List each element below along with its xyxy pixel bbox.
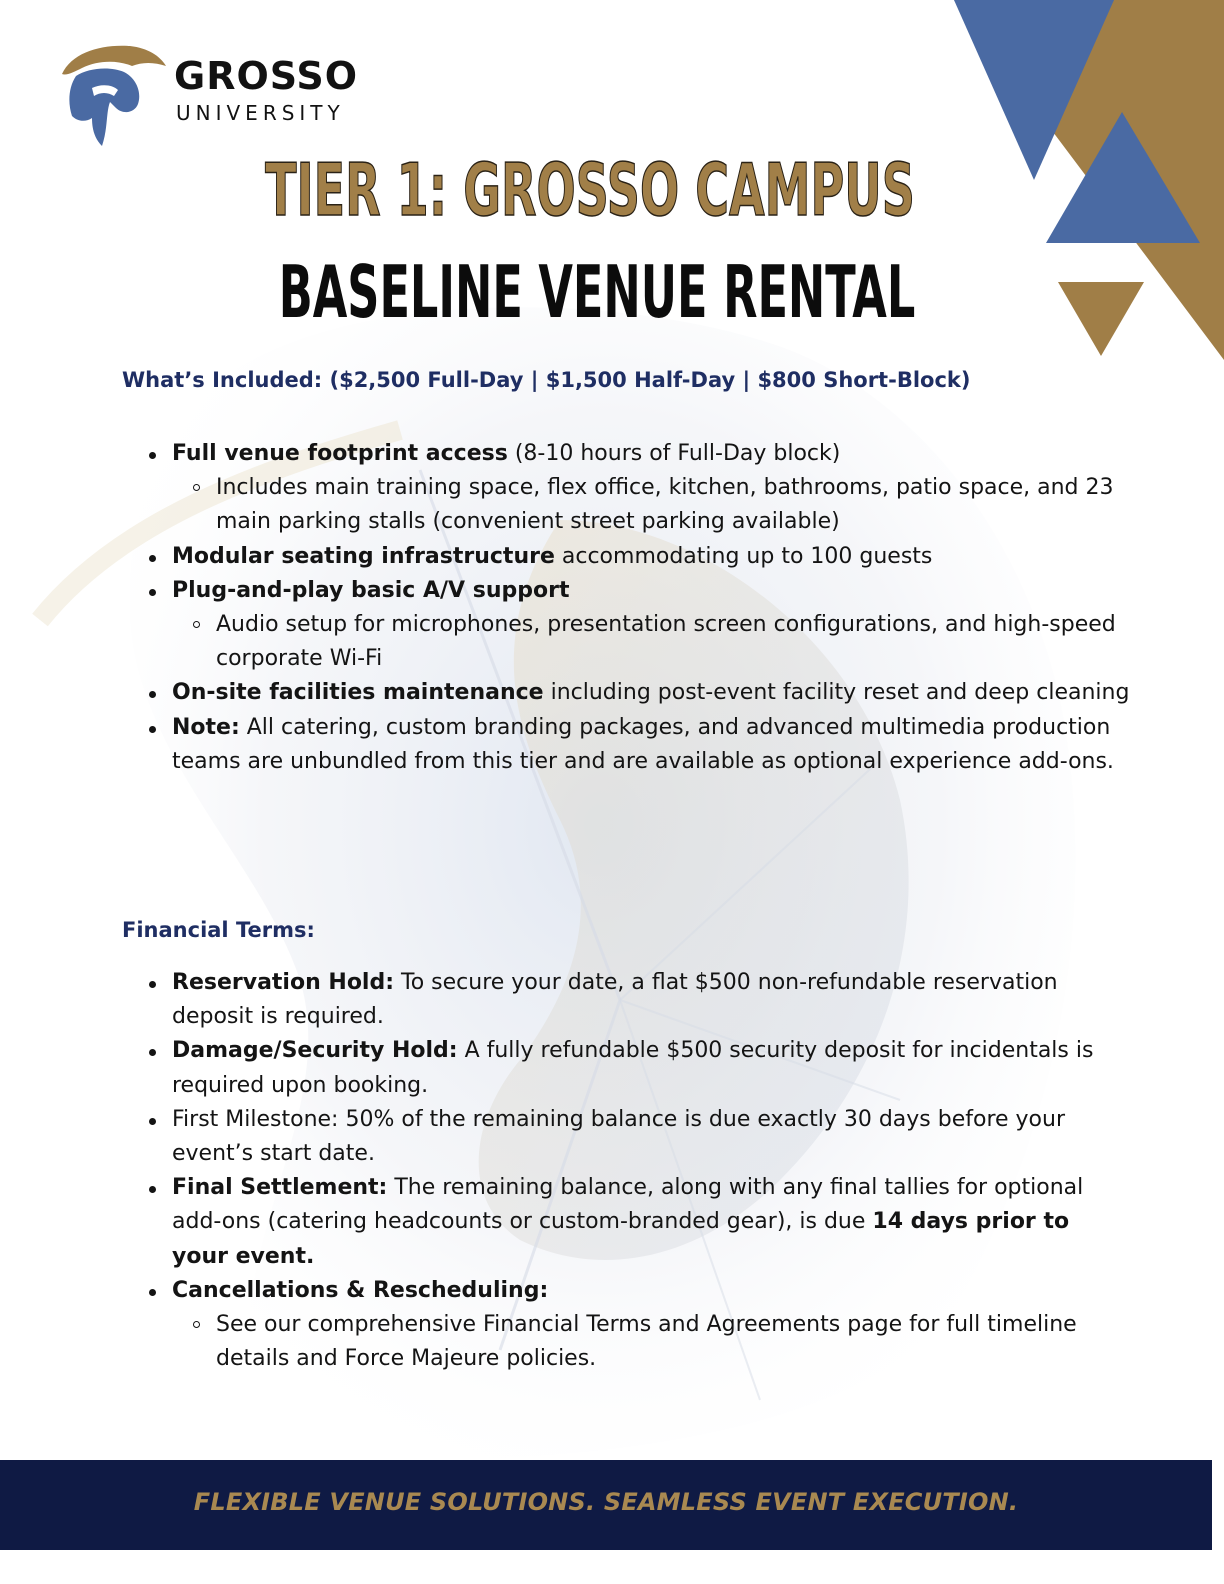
item-bold: Modular seating infrastructure: [172, 543, 555, 569]
university-logo: [58, 42, 398, 154]
page-title: TIER 1: GROSSO CAMPUS: [265, 148, 915, 232]
item-bold: On-site facilities maintenance: [172, 680, 544, 706]
corner-triangles-decoration: [924, 0, 1224, 380]
sub-list-item: Includes main training space, flex office, kitchen, bathrooms, patio space, and 23 main parking stalls (convenient street parking available): [216, 471, 1132, 539]
financial-list: [122, 966, 1132, 1376]
list-item: [172, 437, 1132, 540]
included-heading: What’s Included: ($2,500 Full-Day | $1,500 Half-Day | $800 Short-Block): [122, 368, 971, 392]
item-bold: Final Settlement:: [172, 1175, 388, 1201]
item-bold: Damage/Security Hold:: [172, 1038, 458, 1064]
item-bold: Reservation Hold:: [172, 970, 395, 995]
item-text: First Milestone: 50% of the remaining balance is due exactly 30 days before your event’s start date.: [172, 1106, 1066, 1167]
sub-list-item: Audio setup for microphones, presentation screen configurations, and high-speed corporate Wi-Fi: [216, 608, 1132, 676]
sub-list: [172, 608, 1132, 676]
financial-heading: Financial Terms:: [122, 918, 315, 942]
item-bold: Full venue footprint access: [172, 441, 508, 466]
item-text: The remaining balance, along with any final tallies for optional add-ons (catering headcounts or custom-branded gear), is due: [172, 1175, 1084, 1235]
footer-banner: [0, 1460, 1212, 1550]
list-item: [172, 1274, 1132, 1377]
page-subtitle: BASELINE VENUE RENTAL: [278, 250, 916, 334]
item-text: All catering, custom branding packages, and advanced multimedia production teams are unbundled from this tier and are available as optional experience add-ons.: [172, 714, 1114, 774]
list-item: [172, 1171, 1132, 1274]
item-text: A fully refundable $500 security deposit for incidentals is required upon booking.: [172, 1038, 1094, 1098]
sub-list: [172, 471, 1132, 539]
sub-list: [172, 1308, 1132, 1376]
logo-name: GROSSO: [174, 54, 359, 98]
list-item: [172, 676, 1132, 710]
item-bold-deadline: 14 days prior to your event.: [172, 1209, 1070, 1269]
item-text: (8-10 hours of Full-Day block): [507, 441, 841, 466]
list-item: [172, 711, 1132, 779]
list-item: [172, 1103, 1132, 1171]
item-text: including post-event facility reset and deep cleaning: [543, 680, 1130, 706]
item-text: To secure your date, a flat $500 non-refundable reservation deposit is required.: [172, 970, 1058, 1030]
list-item: [172, 540, 1132, 574]
item-bold: Cancellations & Rescheduling:: [172, 1277, 549, 1303]
logo-subtitle: UNIVERSITY: [176, 101, 345, 125]
footer-tagline: FLEXIBLE VENUE SOLUTIONS. SEAMLESS EVENT EXECUTION.: [193, 1488, 1019, 1516]
item-bold: Plug-and-play basic A/V support: [172, 577, 570, 603]
included-list: [122, 437, 1132, 779]
spartan-helmet-icon: [58, 42, 170, 152]
list-item: [172, 966, 1132, 1034]
sub-list-item: See our comprehensive Financial Terms and Agreements page for full timeline details and Force Majeure policies.: [216, 1308, 1132, 1376]
list-item: [172, 1034, 1132, 1102]
item-text: accommodating up to 100 guests: [554, 543, 933, 569]
item-bold: Note:: [172, 714, 240, 740]
list-item: [172, 574, 1132, 677]
